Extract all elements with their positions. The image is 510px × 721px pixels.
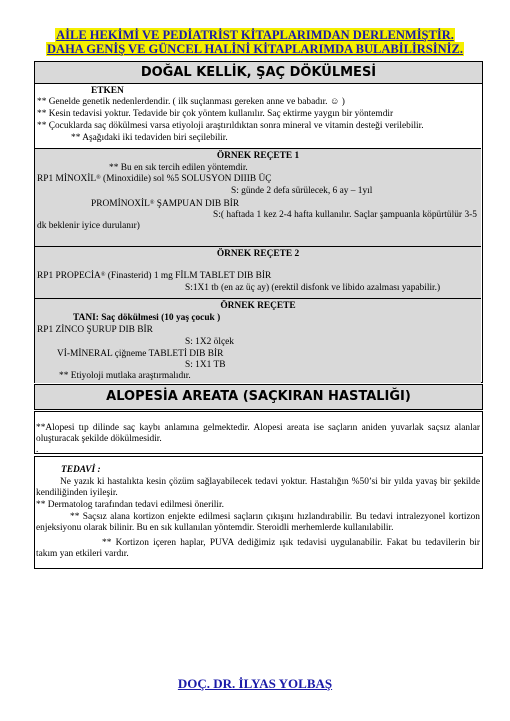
recete-3-title: ÖRNEK REÇETE xyxy=(220,301,296,311)
etken-line-2: ** Kesin tedavisi yoktur. Tedavide bir çok yöntem kullanılır. Saç ektirme yaygın bir yöntemdir xyxy=(37,109,394,119)
recete-3-rp2-usage: S: 1X1 TB xyxy=(185,360,226,370)
alopecia-treatment-box xyxy=(34,456,483,569)
treatment-line-3: ** Saçsız alana kortizon enjekte edilmesi saçların çıkışını hızlandırabilir. Bu tedavi intralezyonel kortizon enjeksiyonu olarak bilinir. Bu en sık kullanılan yöntemdir. Steroidli merhemlerde kullanılabilir. xyxy=(36,512,480,534)
recete-2-title: ÖRNEK REÇETE 2 xyxy=(216,249,300,259)
recete-1-intro: ** Bu en sık tercih edilen yöntemdir. xyxy=(109,163,248,173)
treatment-line-4: ** Kortizon içeren haplar, PUVA dediğimiz ışık tedavisi uygulanabilir. Fakat bu tedavilerin bir takım yan etkileri vardır. xyxy=(36,538,480,560)
recete-1-rp1: RP1 MİNOXİL® (Minoxidile) sol %5 SOLUSYON DIIIB ÜÇ xyxy=(37,174,272,184)
etken-line-1: ** Genelde genetik nedenlerdendir. ( ilk suçlanması gereken anne ve babadır. ☺ ) xyxy=(37,97,345,107)
section-title-hair-loss: DOĞAL KELLİK, ŞAÇ DÖKÜLMESİ xyxy=(35,62,482,84)
treatment-label: TEDAVİ : xyxy=(61,465,101,475)
recete-2-block xyxy=(35,246,481,299)
section-title-alopecia: ALOPESİA AREATA (SAÇKIRAN HASTALIĞI) xyxy=(34,384,483,410)
recete-1-title: ÖRNEK REÇETE 1 xyxy=(216,151,300,161)
recete-1-rp2-usage: S:( haftada 1 kez 2-4 hafta kullanılır. Saçlar şampuanla köpürtülür 3-5 dk beklenir iyice durulanır) xyxy=(37,210,477,232)
author-name: DOÇ. DR. İLYAS YOLBAŞ xyxy=(177,676,333,691)
recete-1-rp2: PROMİNOXİL® ŞAMPUAN DIB BİR xyxy=(91,199,240,209)
section-hair-loss xyxy=(34,61,483,383)
etken-line-4: ** Aşağıdaki iki tedaviden biri seçilebilir. xyxy=(71,133,228,143)
recete-3-rp2: Vİ-MİNERAL çiğneme TABLETİ DIB BİR xyxy=(57,349,224,359)
recete-3-block xyxy=(35,298,481,383)
alopecia-dot: . xyxy=(36,445,39,455)
recete-3-note: ** Etiyoloji mutlaka araştırmalıdır. xyxy=(59,371,191,381)
recete-3-rp1-usage: S: 1X2 ölçek xyxy=(185,337,234,347)
banner-line-1: AİLE HEKİMİ VE PEDİATRİST KİTAPLARIMDAN DERLENMİŞTİR. xyxy=(56,28,454,42)
recete-3-rp1: RP1 ZİNCO ŞURUP DIB BİR xyxy=(37,325,153,335)
recete-3-diagnosis: TANI: Saç dökülmesi (10 yaş çocuk ) xyxy=(73,313,221,323)
recete-2-rp1: RP1 PROPECİA® (Finasterid) 1 mg FİLM TABLET DIB BİR xyxy=(37,271,272,281)
etken-label: ETKEN xyxy=(91,86,124,96)
recete-2-rp1-usage: S:1X1 tb (en az üç ay) (erektil disfonk ve libido azalması yapabilir.) xyxy=(185,283,441,293)
recete-1-rp1-usage: S: günde 2 defa sürülecek, 6 ay – 1yıl xyxy=(231,186,373,196)
banner-line-2: DAHA GENİŞ VE GÜNCEL HALİNİ KİTAPLARIMDA BULABİLİRSİNİZ. xyxy=(47,42,463,56)
alopecia-description-box xyxy=(34,411,483,454)
treatment-line-2: ** Dermatolog tarafından tedavi edilmesi önerilir. xyxy=(36,500,224,510)
etken-line-3: ** Çocuklarda saç dökülmesi varsa etiyoloji araştırıldıktan sonra mineral ve vitamin desteği verilebilir. xyxy=(37,121,424,131)
alopecia-description: **Alopesi tıp dilinde saç kaybı anlamına gelmektedir. Alopesi areata ise saçların aniden yuvarlak saçsız alanlar oluşturacak şekilde dökülmesidir. xyxy=(36,423,480,445)
etken-block xyxy=(35,84,481,154)
recete-1-block xyxy=(35,148,481,247)
treatment-line-1: Ne yazık ki hastalıkta kesin çözüm sağlayabilecek tedavi yoktur. Hastalığın %50’si bir yılda yavaş bir şekilde kendiliğinden iyileşir. xyxy=(36,477,480,499)
